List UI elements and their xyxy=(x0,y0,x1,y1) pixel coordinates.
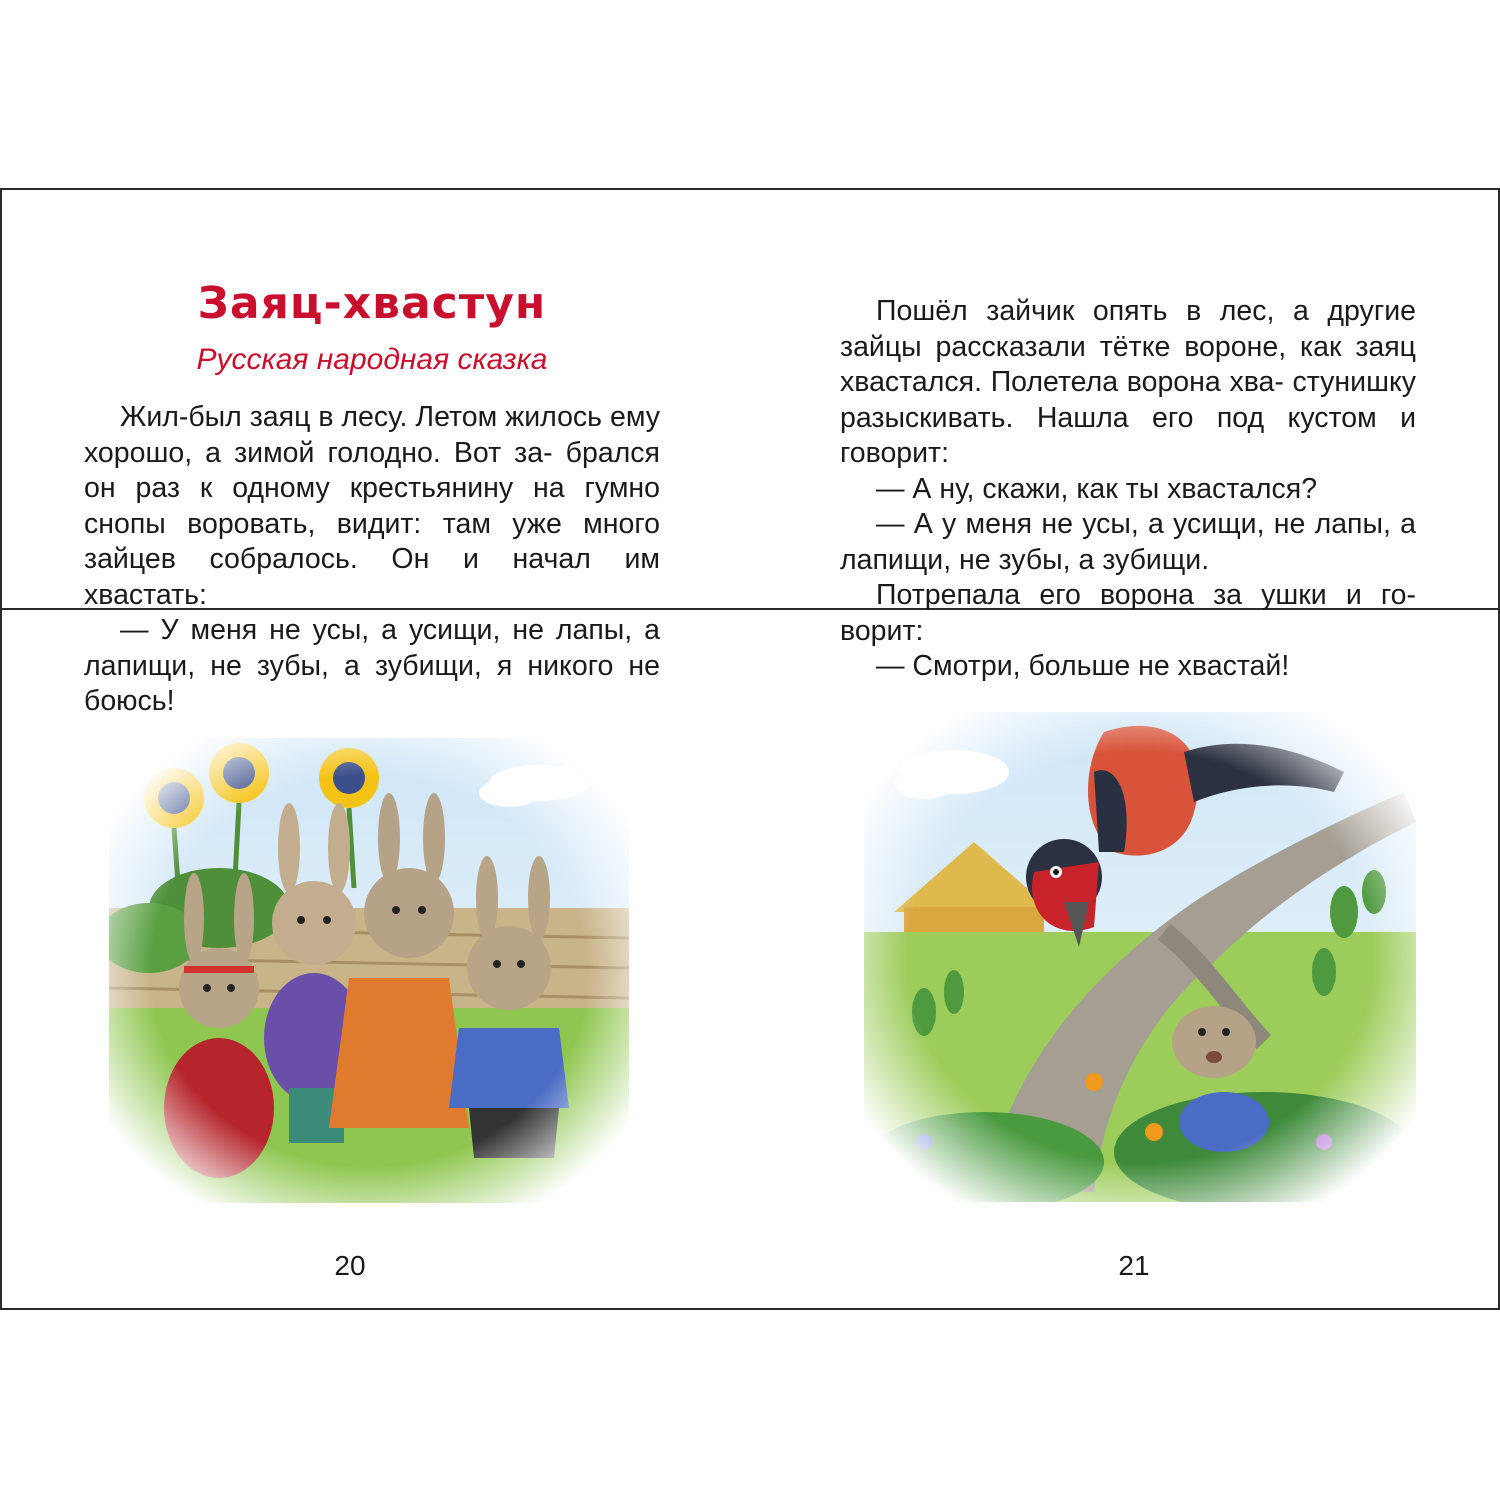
crow-picture xyxy=(864,712,1416,1202)
right-text xyxy=(840,294,1416,685)
story-title: Заяц-хвастун xyxy=(197,278,547,329)
crow-hare-illustration xyxy=(864,712,1416,1202)
paragraph: Жил-был заяц в лесу. Летом жилось ему хорошо, а зимой голодно. Вот за- брался он раз к одному крестьянину на гумно снопы воровать, видит: там уже много зайцев собралось. Он и начал им хвастать: xyxy=(84,401,660,611)
page-number-left: 20 xyxy=(334,1250,366,1281)
right-page xyxy=(840,0,1416,1500)
paragraph: — У меня не усы, а усищи, не лапы, а лапищи, не зубы, а зубищи, я никого не боюсь! xyxy=(84,614,660,717)
rabbits-illustration xyxy=(109,738,629,1203)
paragraph: — А ну, скажи, как ты хвастался? xyxy=(876,472,1318,505)
left-text xyxy=(84,400,660,720)
paragraph: Потрепала его ворона за ушки и го- ворит: xyxy=(840,579,1416,647)
left-page xyxy=(84,0,660,1500)
paragraph: Пошёл зайчик опять в лес, а другие зайцы рассказали тётке вороне, как заяц хвастался. Полетела ворона хва- стунишку разыскивать. Нашла его под кустом и говорит: xyxy=(840,295,1416,469)
rabbits-picture xyxy=(109,738,629,1203)
story-subtitle: Русская народная сказка xyxy=(196,343,548,376)
page-number-right: 21 xyxy=(1118,1250,1150,1281)
paragraph: — Смотри, больше не хвастай! xyxy=(876,650,1290,682)
paragraph: — А у меня не усы, а усищи, не лапы, а лапищи, не зубы, а зубищи. xyxy=(840,508,1416,576)
